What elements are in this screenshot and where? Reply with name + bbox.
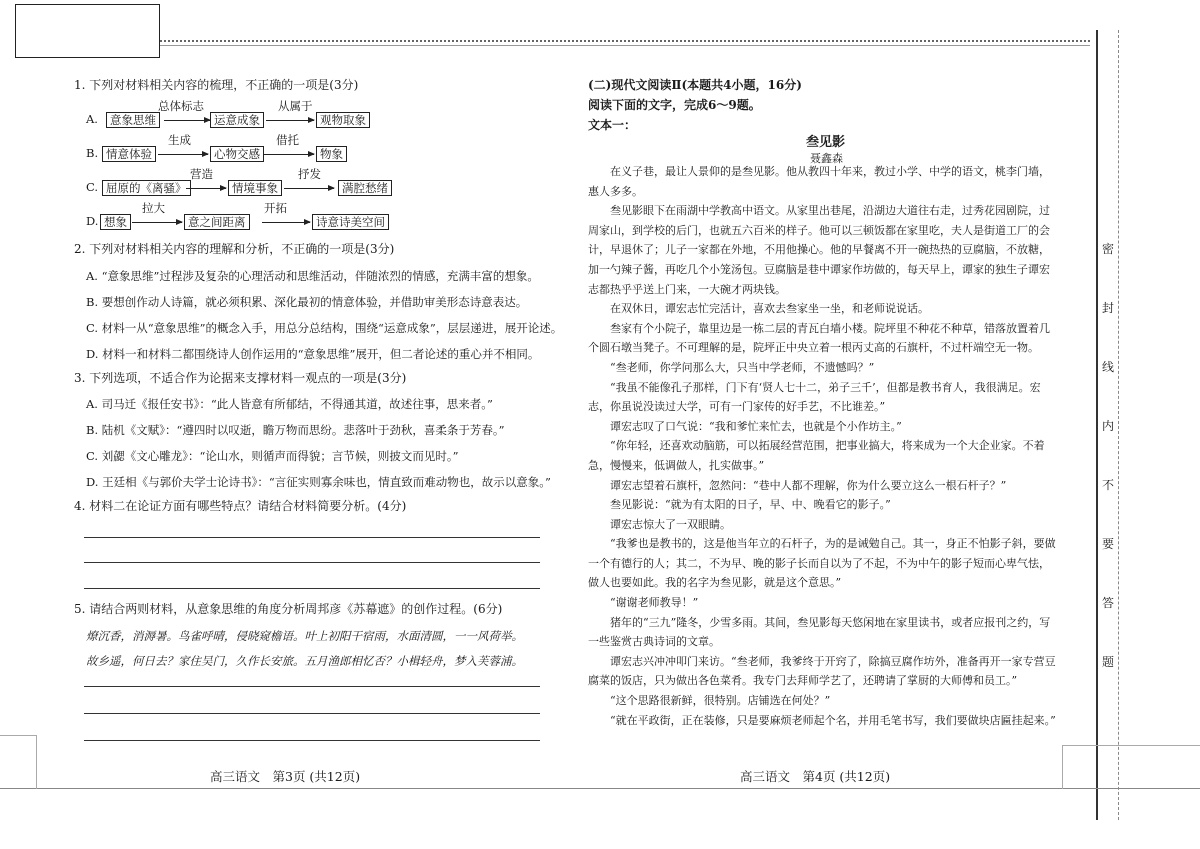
concept-node: 满腔愁绪 — [338, 180, 392, 196]
option-letter: C. — [86, 180, 99, 194]
answer-line[interactable] — [84, 588, 540, 589]
paragraph: “谢谢老师教导！” — [610, 596, 699, 610]
q3-option-a[interactable]: A. 司马迁《报任安书》：“此人皆意有所郁结，不得通其道，故述往事，思来者。” — [86, 397, 493, 411]
seal-char: 题 — [1101, 655, 1114, 669]
corner-box — [15, 4, 160, 58]
q3-stem: 3. 下列选项，不适合作为论据来支撑材料一观点的一项是(3分) — [74, 371, 407, 385]
paragraph: 叁见影说：“就为有太阳的日子，早、中、晚看它的影子。” — [610, 498, 891, 512]
arrow-icon — [264, 154, 314, 155]
answer-line[interactable] — [84, 740, 540, 741]
paragraph: 谭宏志惊大了一双眼睛。 — [610, 517, 731, 531]
arrow-icon — [158, 154, 208, 155]
q1-option-c[interactable] — [86, 167, 526, 198]
binding-dashed-line — [1118, 30, 1119, 820]
seal-char: 密 — [1101, 242, 1114, 256]
relation-label: 从属于 — [278, 99, 313, 113]
q1-stem: 1. 下列对材料相关内容的梳理，不正确的一项是(3分) — [74, 78, 359, 92]
corner-mark-left — [0, 735, 37, 789]
answer-line[interactable] — [84, 537, 540, 538]
q1-option-b[interactable] — [86, 133, 526, 164]
poem-line: 故乡遥，何日去？家住吴门，久作长安旅。五月渔郎相忆否？小楫轻舟，梦入芙蓉浦。 — [86, 654, 523, 668]
q2-option-a[interactable]: A. “意象思维”过程涉及复杂的心理活动和思维活动，伴随浓烈的情感，充满丰富的想象。 — [86, 269, 539, 283]
binding-line — [1096, 30, 1098, 820]
story-body — [588, 162, 1058, 730]
seal-char: 线 — [1101, 360, 1114, 374]
option-letter: A. — [86, 112, 98, 126]
section-title: (二)现代文阅读Ⅱ(本题共4小题，16分) — [588, 78, 802, 92]
answer-line[interactable] — [84, 686, 540, 687]
relation-label: 生成 — [168, 133, 191, 147]
q2-option-d[interactable]: D. 材料一和材料二都围绕诗人创作运用的“意象思维”展开，但二者论述的重心并不相同。 — [86, 347, 540, 361]
paragraph: 谭宏志望着石旗杆，忽然问：“巷中人都不理解，你为什么要立这么一根石杆子？” — [610, 478, 1007, 492]
q3-option-c[interactable]: C. 刘勰《文心雕龙》：“论山水，则循声而得貌；言节候，则披文而见时。” — [86, 449, 459, 463]
page-footer-left: 高三语文 第3页 (共12页) — [210, 769, 361, 784]
seal-char: 封 — [1101, 301, 1114, 315]
story-title: 叁见影 — [806, 135, 846, 150]
answer-line[interactable] — [84, 713, 540, 714]
page-footer-right: 高三语文 第4页 (共12页) — [740, 769, 891, 784]
text-label: 文本一： — [588, 118, 637, 132]
paragraph: 叁见影眼下在雨湖中学教高中语文。从家里出巷尾，沿湖边大道往右走，过秀花园剧院，过周家山，到学校的后门，也就五六百米的样子。他可以三顿饭都在家里吃，夫人是街道工厂的会计，早退休了；儿子一家都在外地，不用他操心。他的早餐离不开一碗热热的豆腐脑，不放糖，加一勺辣子酱，再吃几个小笼汤包。豆腐脑是巷中谭家作坊做的，每天早上，谭家的独生子谭宏志都热乎乎送上门来，一大碗才两块钱。 — [588, 204, 1050, 296]
relation-label: 借托 — [276, 133, 299, 147]
arrow-icon — [284, 188, 334, 189]
concept-node: 意之间距离 — [184, 214, 250, 230]
concept-node: 物象 — [316, 146, 347, 162]
q2-stem: 2. 下列对材料相关内容的理解和分析，不正确的一项是(3分) — [74, 242, 395, 256]
answer-line[interactable] — [84, 562, 540, 563]
seal-char: 内 — [1101, 419, 1114, 433]
top-rule — [160, 45, 1090, 46]
paragraph: “我虽不能像孔子那样，门下有‘贤人七十二，弟子三千’，但都是教书育人，我很满足。宏志，你虽说没读过大学，可有一门家传的好手艺，不比谁差。” — [588, 380, 1041, 414]
concept-node: 心物交感 — [210, 146, 264, 162]
concept-node: 屈原的《离骚》 — [102, 180, 191, 196]
paragraph: 谭宏志兴冲冲叩门来访。“叁老师，我爹终于开窍了，除搞豆腐作坊外，准备再开一家专营豆腐菜的饭店，只为做出各色菜肴。我专门去拜师学艺了，还聘请了掌厨的大师傅和员工。” — [588, 654, 1056, 688]
concept-node: 情境事象 — [228, 180, 282, 196]
relation-label: 营造 — [190, 167, 213, 181]
paragraph: 在双休日，谭宏志忙完活计，喜欢去叁家坐一坐，和老师说说话。 — [610, 302, 929, 316]
arrow-icon — [164, 120, 210, 121]
option-letter: D. — [86, 214, 99, 228]
paragraph: 叁家有个小院子，靠里边是一栋二层的青瓦白墙小楼。院坪里不种花不种草，错落放置着几个圆石墩当凳子。不可理解的是，院坪正中央立着一根丙丈高的石旗杆，不过杆端空无一物。 — [588, 321, 1050, 355]
paragraph: 谭宏志叹了口气说：“我和爹忙来忙去，也就是个小作坊主。” — [610, 419, 902, 433]
concept-node: 情意体验 — [102, 146, 156, 162]
concept-node: 观物取象 — [316, 112, 370, 128]
seal-char: 答 — [1101, 596, 1114, 610]
seal-char: 不 — [1101, 478, 1114, 492]
corner-mark-right — [1062, 745, 1200, 789]
concept-node: 想象 — [100, 214, 131, 230]
relation-label: 拉大 — [142, 201, 165, 215]
q3-option-b[interactable]: B. 陆机《文赋》：“遵四时以叹逝，瞻万物而思纷。悲落叶于劲秋，喜柔条于芳春。” — [86, 423, 505, 437]
option-letter: B. — [86, 146, 99, 160]
bottom-rule — [0, 788, 1200, 789]
poem-line: 燎沉香，消溽暑。鸟雀呼晴，侵晓窥檐语。叶上初阳干宿雨，水面清圆，一一风荷举。 — [86, 629, 523, 643]
arrow-icon — [132, 222, 182, 223]
arrow-icon — [186, 188, 226, 189]
concept-node: 运意成象 — [210, 112, 264, 128]
story-author: 聂鑫森 — [810, 152, 843, 165]
relation-label: 抒发 — [298, 167, 321, 181]
paragraph: “叁老师，你学问那么大，只当中学老师，不遗憾吗？” — [610, 360, 875, 374]
q3-option-d[interactable]: D. 王廷相《与郭价夫学士论诗书》：“言征实则寡余味也，情直致而难动物也，故示以意象。” — [86, 475, 551, 489]
q2-option-b[interactable]: B. 要想创作动人诗篇，就必须积累、深化最初的情意体验，并借助审美形态诗意表达。 — [86, 295, 528, 309]
arrow-icon — [266, 120, 314, 121]
concept-node: 诗意诗美空间 — [312, 214, 389, 230]
paragraph: “我爹也是教书的，这是他当年立的石杆子，为的是诫勉自己。其一，身正不怕影子斜，要做一个有德行的人；其二，不为早、晚的影子长而自以为了不起，不为中午的影子短而心卑气怯，做人也要如此。我的名字为叁见影，就是这个意思。” — [588, 537, 1056, 590]
q1-option-d[interactable] — [86, 201, 526, 232]
arrow-icon — [262, 222, 310, 223]
q1-option-a[interactable] — [86, 99, 526, 130]
q5-stem: 5. 请结合两则材料，从意象思维的角度分析周邦彦《苏幕遮》的创作过程。(6分) — [74, 602, 503, 616]
relation-label: 总体标志 — [158, 99, 204, 113]
paragraph: 猪年的“三九”隆冬，少雪多雨。其间，叁见影每天悠闲地在家里读书，或者应报刊之约，写一些鉴赏古典诗词的文章。 — [588, 615, 1051, 649]
instruction: 阅读下面的文字，完成6～9题。 — [588, 98, 761, 112]
seal-line-text — [1100, 240, 1116, 670]
relation-label: 开拓 — [264, 201, 287, 215]
q4-stem: 4. 材料二在论证方面有哪些特点？请结合材料简要分析。(4分) — [74, 499, 407, 513]
seal-char: 要 — [1101, 537, 1114, 551]
paragraph: 在义子巷，最让人景仰的是叁见影。他从教四十年来，教过小学、中学的语文，桃李门墙，惠人多多。 — [588, 165, 1050, 198]
paragraph: “就在平政街，正在装修，只是要麻烦老师起个名，并用毛笔书写，我们要做块店匾挂起来。” — [610, 713, 1056, 727]
q2-option-c[interactable]: C. 材料一从“意象思维”的概念入手，用总分总结构，围绕“运意成象”，层层递进，展开论述。 — [86, 321, 563, 335]
paragraph: “你年轻，还喜欢动脑筋，可以拓展经营范围，把事业搞大，将来成为一个大企业家。不着急，慢慢来，低调做人，扎实做事。” — [588, 439, 1045, 472]
top-dotted-rule — [160, 40, 1090, 42]
concept-node: 意象思维 — [106, 112, 160, 128]
paragraph: “这个思路很新鲜，很特别。店铺选在何处？” — [610, 694, 831, 708]
